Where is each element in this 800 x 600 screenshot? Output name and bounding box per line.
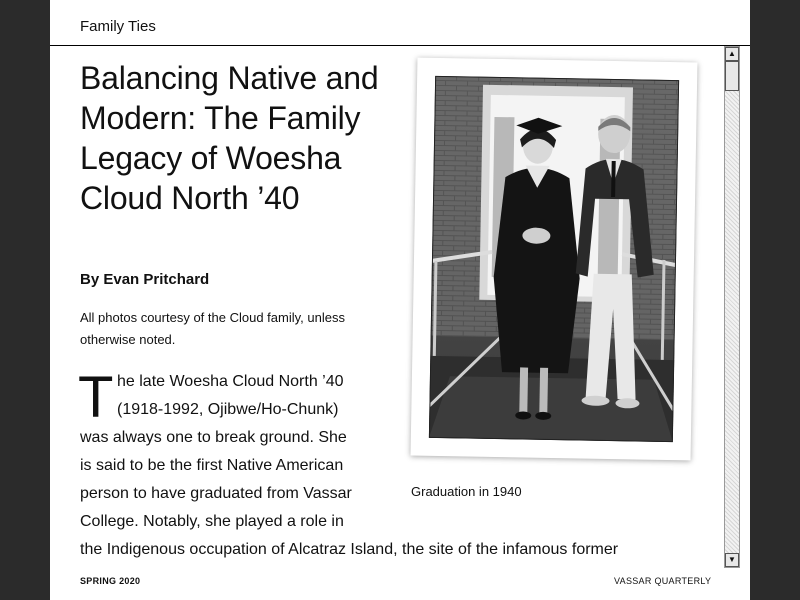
body-line: is said to be the first Native American bbox=[80, 457, 344, 474]
vertical-scrollbar[interactable] bbox=[724, 46, 740, 568]
page-header bbox=[50, 0, 750, 46]
article-headline: Balancing Native and Modern: The Family Legacy of Woesha Cloud North ’40 bbox=[80, 60, 379, 216]
graduation-photo-image bbox=[429, 76, 679, 442]
footer-publication: VASSAR QUARTERLY bbox=[614, 576, 712, 586]
scroll-down-button[interactable]: ▼ bbox=[725, 553, 739, 567]
body-line: College. Notably, she played a role in bbox=[80, 513, 344, 530]
scroll-up-button[interactable]: ▲ bbox=[725, 47, 739, 61]
photo-credit: All photos courtesy of the Cloud family, unless otherwise noted. bbox=[80, 310, 345, 347]
magazine-page bbox=[50, 0, 750, 600]
body-line: person to have graduated from Vassar bbox=[80, 485, 352, 502]
photo-caption: Graduation in 1940 bbox=[411, 484, 522, 499]
article-byline: By Evan Pritchard bbox=[80, 271, 210, 288]
footer-issue: SPRING 2020 bbox=[80, 576, 141, 586]
drop-cap: T bbox=[78, 365, 114, 430]
body-line: he late Woesha Cloud North ’40 bbox=[117, 373, 344, 390]
body-line: was always one to break ground. She bbox=[80, 429, 347, 446]
body-line: (1918-1992, Ojibwe/Ho-Chunk) bbox=[117, 401, 339, 418]
scroll-thumb[interactable] bbox=[725, 61, 739, 91]
section-title: Family Ties bbox=[80, 18, 156, 35]
graduation-photo bbox=[411, 58, 698, 461]
body-line: the Indigenous occupation of Alcatraz Island, the site of the infamous former bbox=[80, 541, 619, 558]
